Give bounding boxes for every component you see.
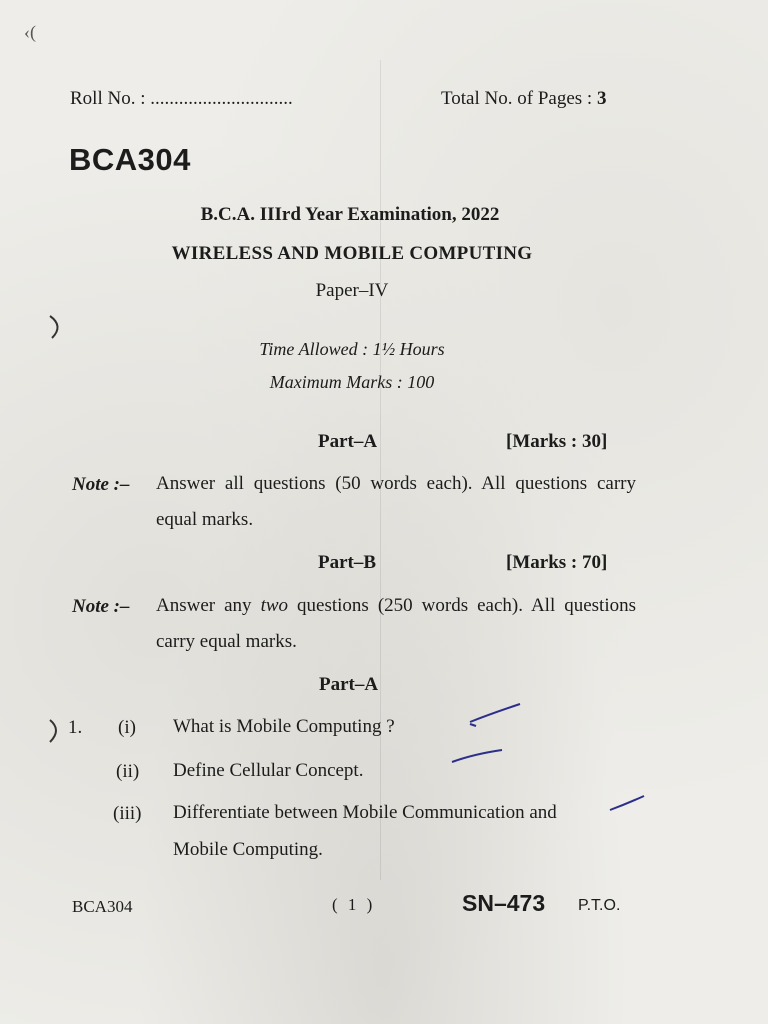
part-a-heading: Part–A bbox=[318, 431, 378, 452]
pen-tick-mark bbox=[466, 700, 526, 730]
total-pages-value: 3 bbox=[596, 88, 607, 109]
part-b-note-before: Answer any bbox=[156, 595, 261, 616]
question-number: 1. bbox=[68, 717, 83, 738]
margin-mark: ‹( bbox=[24, 22, 36, 42]
part-b-marks: [Marks : 70] bbox=[506, 552, 608, 573]
footer-paper-code: BCA304 bbox=[72, 897, 133, 916]
exam-title: B.C.A. IIIrd Year Examination, 2022 bbox=[200, 204, 500, 225]
total-pages-label: Total No. of Pages : bbox=[441, 88, 597, 109]
pen-tick-mark bbox=[606, 792, 650, 818]
paper-code: BCA304 bbox=[69, 142, 191, 177]
part-a-note-label: Note :– bbox=[72, 474, 130, 495]
part-b-note-after: questions (250 words each). All questions carry equal marks. bbox=[156, 595, 637, 652]
maximum-marks: Maximum Marks : 100 bbox=[269, 372, 435, 392]
part-a-note-text: Answer all questions (50 words each). All questions carry equal marks. bbox=[156, 473, 636, 530]
roll-number-line: Roll No. : .............................. bbox=[70, 88, 293, 109]
pen-bracket-mark bbox=[44, 716, 66, 746]
question-item-text: Differentiate between Mobile Communication and Mobile Computing. bbox=[173, 802, 557, 860]
question-item-label: (ii) bbox=[116, 761, 140, 782]
total-pages bbox=[441, 88, 606, 110]
part-b-heading: Part–B bbox=[318, 552, 377, 573]
question-item-label: (i) bbox=[118, 717, 136, 738]
section-heading: Part–A bbox=[319, 674, 379, 695]
question-item-text: Define Cellular Concept. bbox=[173, 760, 364, 781]
punch-hole-mark bbox=[44, 312, 68, 342]
time-allowed: Time Allowed : 1½ Hours bbox=[259, 339, 445, 359]
part-a-marks: [Marks : 30] bbox=[506, 431, 608, 452]
question-item-label: (iii) bbox=[113, 803, 142, 824]
part-b-note-text bbox=[156, 588, 636, 660]
paper-number: Paper–IV bbox=[315, 280, 389, 301]
subject-title: WIRELESS AND MOBILE COMPUTING bbox=[171, 243, 533, 264]
footer-serial-number: SN–473 bbox=[462, 890, 546, 916]
part-b-note-label: Note :– bbox=[72, 596, 130, 617]
footer-page-number: ( 1 ) bbox=[332, 895, 376, 914]
pen-tick-mark bbox=[448, 744, 508, 768]
question-item-text: What is Mobile Computing ? bbox=[173, 716, 395, 737]
footer-pto: P.T.O. bbox=[578, 897, 621, 914]
part-b-note-emphasis: two bbox=[260, 595, 289, 616]
